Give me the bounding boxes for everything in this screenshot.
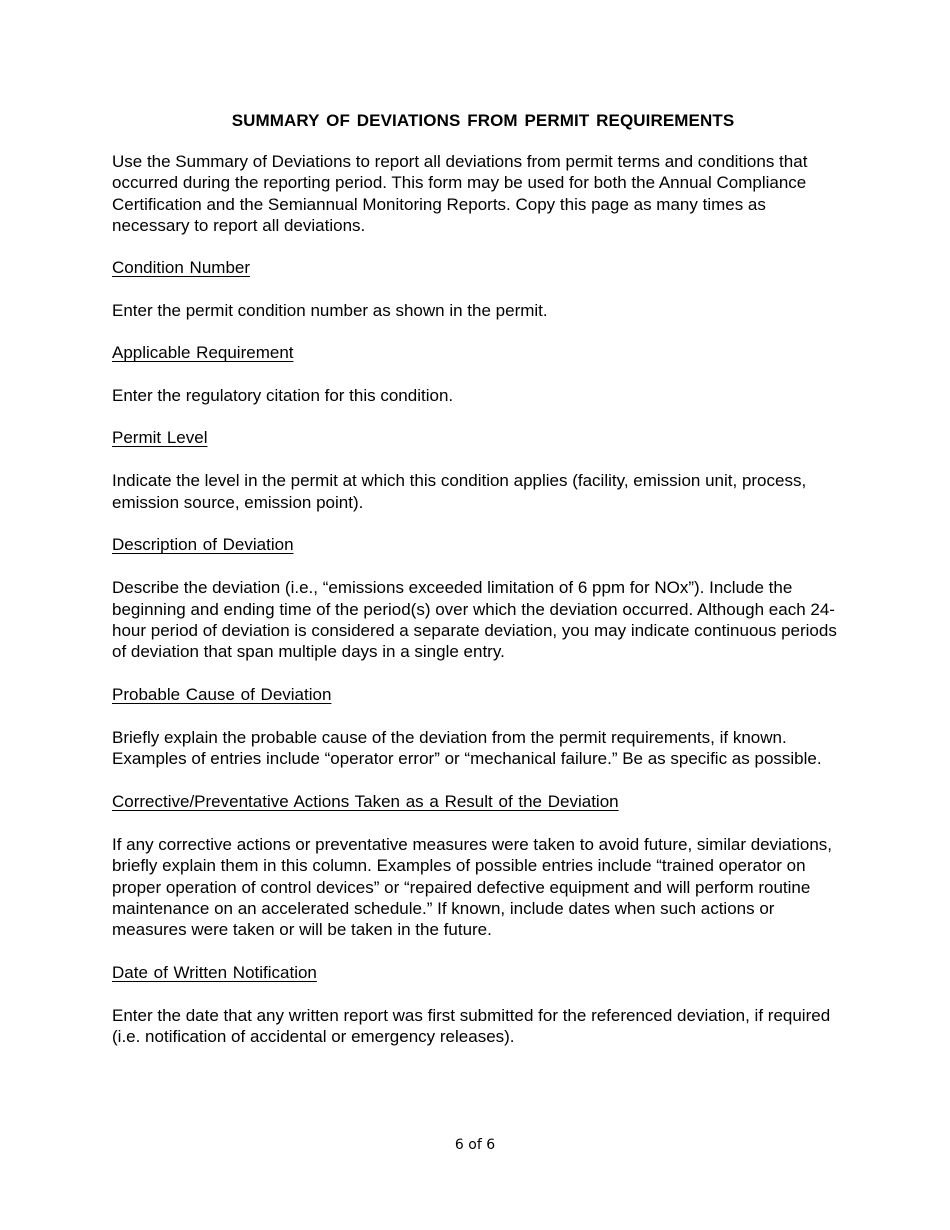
section-date-of-written-notification xyxy=(112,962,842,1048)
section-body: Enter the date that any written report was first submitted for the referenced deviation, if required (i.e. notification of accidental or emergency releases). xyxy=(112,1005,831,1047)
section-probable-cause xyxy=(112,684,842,770)
section-body: Enter the permit condition number as shown in the permit. xyxy=(112,300,548,320)
section-heading: Applicable Requirement xyxy=(112,343,294,363)
section-condition-number xyxy=(112,257,842,321)
section-heading: Probable Cause of Deviation xyxy=(112,684,332,704)
page-title: SUMMARY OF DEVIATIONS FROM PERMIT REQUIREMENTS xyxy=(231,111,735,130)
section-body: Briefly explain the probable cause of the deviation from the permit requirements, if known. Examples of entries include “operator error” or “mechanical failure.” Be as specific as possible. xyxy=(112,727,822,769)
section-heading: Description of Deviation xyxy=(112,535,294,555)
section-heading: Corrective/Preventative Actions Taken as a Result of the Deviation xyxy=(112,791,619,811)
intro-paragraph: Use the Summary of Deviations to report all deviations from permit terms and conditions that occurred during the reporting period. This form may be used for both the Annual Compliance Certification and the Semiannual Monitoring Reports. Copy this page as many times as necessary to report all deviations. xyxy=(112,152,808,236)
section-heading: Date of Written Notification xyxy=(112,962,317,982)
section-permit-level xyxy=(112,427,842,513)
section-heading: Permit Level xyxy=(112,428,208,448)
page-number: 6 of 6 xyxy=(454,1137,496,1153)
section-body: Indicate the level in the permit at which this condition applies (facility, emission unit, process, emission source, emission point). xyxy=(112,471,807,512)
section-applicable-requirement xyxy=(112,342,842,406)
section-description-of-deviation xyxy=(112,534,842,663)
section-body: Enter the regulatory citation for this condition. xyxy=(112,386,454,406)
section-heading: Condition Number xyxy=(112,257,251,277)
section-body: Describe the deviation (i.e., “emissions exceeded limitation of 6 ppm for NOx”). Include the beginning and ending time of the period(s) over which the deviation occurred. Although each 24-hour period of deviation is considered a separate deviation, you may indicate continuous periods of deviation that span multiple days in a single entry. xyxy=(112,578,837,662)
document-page xyxy=(112,111,842,1069)
section-corrective-actions xyxy=(112,791,842,941)
section-body: If any corrective actions or preventative measures were taken to avoid future, similar deviations, briefly explain them in this column. Examples of possible entries include “trained operator on proper operation of control devices” or “repaired defective equipment and will perform routine maintenance on an accelerated schedule.” If known, include dates when such actions or measures were taken or will be taken in the future. xyxy=(112,834,833,940)
